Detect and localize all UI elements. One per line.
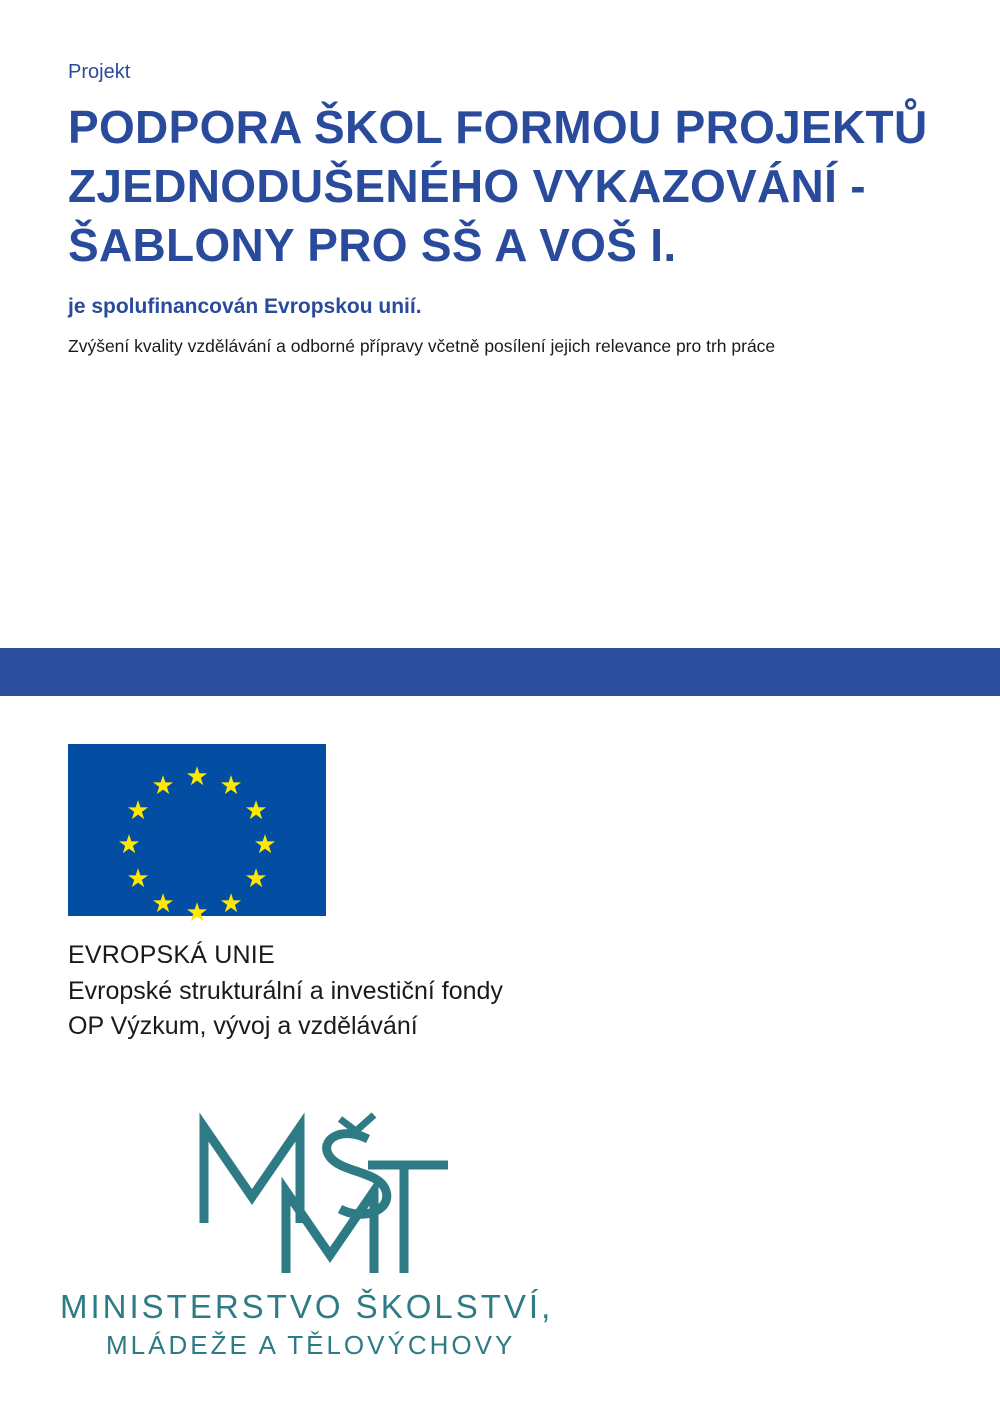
eu-caption-block bbox=[68, 938, 503, 1045]
project-description: Zvýšení kvality vzdělávání a odborné přípravy včetně posílení jejich relevance pro trh práce bbox=[68, 335, 776, 356]
ministry-name-line-2: MLÁDEŽE A TĚLOVÝCHOVY bbox=[106, 1330, 516, 1360]
eu-caption-line-3: OP Výzkum, vývoj a vzdělávání bbox=[68, 1012, 418, 1040]
project-kicker: Projekt bbox=[68, 61, 131, 83]
eu-caption-line-2: Evropské strukturální a investiční fondy bbox=[68, 976, 503, 1005]
page-title: PODPORA ŠKOL FORMOU PROJEKTŮ ZJEDNODUŠENÉHO VYKAZOVÁNÍ - ŠABLONY PRO SŠ A VOŠ I. bbox=[68, 101, 928, 271]
header-block bbox=[68, 60, 928, 359]
european-union-flag-icon: ★ ★ ★ ★ ★ ★ ★ ★ ★ ★ ★ ★ bbox=[68, 744, 326, 916]
ministry-name-block bbox=[60, 1288, 620, 1361]
msmt-monogram-icon bbox=[190, 1105, 490, 1280]
ministry-name-line-1: MINISTERSTVO ŠKOLSTVÍ, bbox=[60, 1288, 554, 1325]
ministry-logo-block bbox=[60, 1105, 620, 1361]
blue-divider-bar bbox=[0, 648, 1000, 696]
eu-flag-block bbox=[68, 744, 326, 927]
funding-subtitle: je spolufinancován Evropskou unií. bbox=[68, 294, 422, 318]
eu-caption-line-1: EVROPSKÁ UNIE bbox=[68, 941, 275, 969]
